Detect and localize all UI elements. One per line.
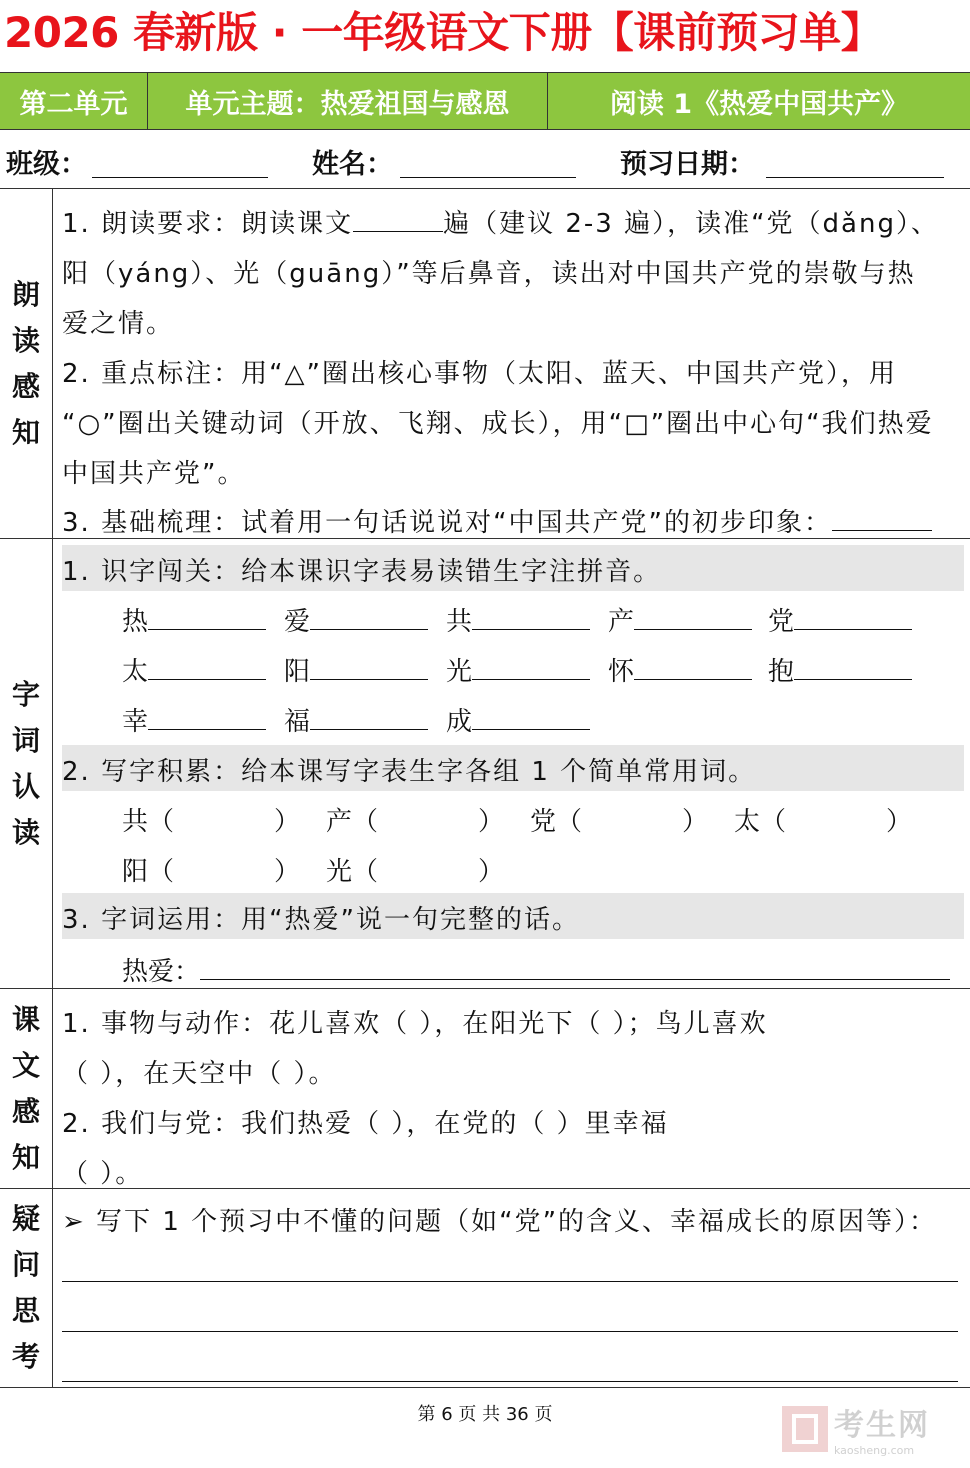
pinyin-item: 党 bbox=[768, 601, 912, 638]
word-item: 阳（ ） bbox=[122, 857, 301, 887]
reading-line-7: 3. 基础梳理：试着用一句话说说对“中国共产党”的初步印象： bbox=[62, 502, 932, 539]
text-line-3: 2. 我们与党：我们热爱（ ），在党的（ ）里幸福 bbox=[62, 1109, 669, 1139]
date-field[interactable] bbox=[766, 177, 944, 178]
unit-band bbox=[0, 72, 970, 130]
word-item: 党（ ） bbox=[530, 807, 709, 837]
text-line-1: 1. 事物与动作：花儿喜欢（ ），在阳光下（ ）；鸟儿喜欢 bbox=[62, 1009, 768, 1039]
section-text-label: 课 文 感 知 bbox=[0, 989, 53, 1188]
pinyin-item: 光 bbox=[446, 651, 590, 688]
answer-line[interactable] bbox=[62, 1281, 958, 1282]
q2-text: 2. 写字积累：给本课写字表生字各组 1 个简单常用词。 bbox=[62, 757, 757, 787]
logo-icon bbox=[782, 1406, 828, 1452]
word-item: 产（ ） bbox=[326, 807, 505, 837]
watermark-logo: 考生网 kaosheng.com bbox=[782, 1400, 930, 1457]
word-item: 光（ ） bbox=[326, 857, 505, 887]
answer-line[interactable] bbox=[62, 1381, 958, 1382]
pinyin-item: 阳 bbox=[284, 651, 428, 688]
section-words-label: 字 词 认 读 bbox=[0, 539, 53, 988]
class-field[interactable] bbox=[92, 177, 268, 178]
page-title: 2026 春新版 · 一年级语文下册【课前预习单】 bbox=[4, 8, 883, 57]
name-field[interactable] bbox=[400, 177, 576, 178]
impression-blank[interactable] bbox=[832, 504, 932, 531]
sentence-blank[interactable] bbox=[200, 953, 950, 980]
sentence-item: 热爱： bbox=[122, 951, 950, 988]
class-label: 班级： bbox=[6, 149, 87, 180]
q1-text: 1. 识字闯关：给本课识字表易读错生字注拼音。 bbox=[62, 557, 662, 587]
section-questions bbox=[0, 1188, 970, 1388]
section-reading-label: 朗 读 感 知 bbox=[0, 189, 53, 538]
word-item: 太（ ） bbox=[734, 807, 913, 837]
reading-line-5: “○”圈出关键动词（开放、飞翔、成长），用“□”圈出中心句“我们热爱 bbox=[62, 409, 934, 439]
questions-prompt: ➢ 写下 1 个预习中不懂的问题（如“党”的含义、幸福成长的原因等）： bbox=[62, 1207, 938, 1237]
unit-theme: 单元主题：热爱祖国与感恩 bbox=[148, 73, 548, 129]
answer-line[interactable] bbox=[62, 1331, 958, 1332]
section-text bbox=[0, 988, 970, 1188]
pinyin-item: 幸 bbox=[122, 701, 266, 738]
section-reading bbox=[0, 188, 970, 538]
reading-line-4: 2. 重点标注：用“△”圈出核心事物（太阳、蓝天、中国共产党），用 bbox=[62, 359, 898, 389]
pinyin-item: 产 bbox=[608, 601, 752, 638]
pinyin-item: 共 bbox=[446, 601, 590, 638]
lesson-title: 阅读 1《热爱中国共产》 bbox=[609, 88, 909, 120]
pinyin-item: 怀 bbox=[608, 651, 752, 688]
section-words bbox=[0, 538, 970, 988]
times-blank[interactable] bbox=[353, 205, 443, 232]
unit-label: 第二单元 bbox=[0, 73, 148, 129]
student-info-row bbox=[0, 132, 970, 188]
reading-line-1: 1. 朗读要求：朗读课文 遍（建议 2-3 遍），读准“党（dǎng）、 bbox=[62, 203, 939, 240]
pinyin-item: 太 bbox=[122, 651, 266, 688]
pinyin-item: 热 bbox=[122, 601, 266, 638]
word-item: 共（ ） bbox=[122, 807, 301, 837]
pinyin-item: 成 bbox=[446, 701, 590, 738]
pinyin-item: 福 bbox=[284, 701, 428, 738]
reading-line-6: 中国共产党”。 bbox=[62, 459, 246, 489]
reading-line-2: 阳（yáng）、光（guāng）”等后鼻音，读出对中国共产党的崇敬与热 bbox=[62, 259, 916, 289]
section-questions-label: 疑 问 思 考 bbox=[0, 1189, 53, 1387]
pinyin-item: 爱 bbox=[284, 601, 428, 638]
reading-line-3: 爱之情。 bbox=[62, 309, 175, 339]
text-line-2: （ ），在天空中（ ）。 bbox=[62, 1059, 337, 1089]
date-label: 预习日期： bbox=[620, 149, 755, 180]
q3-text: 3. 字词运用：用“热爱”说一句完整的话。 bbox=[62, 905, 581, 935]
text-line-4: （ ）。 bbox=[62, 1159, 144, 1189]
page-number: 第 6 页 共 36 页 bbox=[417, 1404, 553, 1425]
name-label: 姓名： bbox=[312, 149, 393, 180]
pinyin-item: 抱 bbox=[768, 651, 912, 688]
